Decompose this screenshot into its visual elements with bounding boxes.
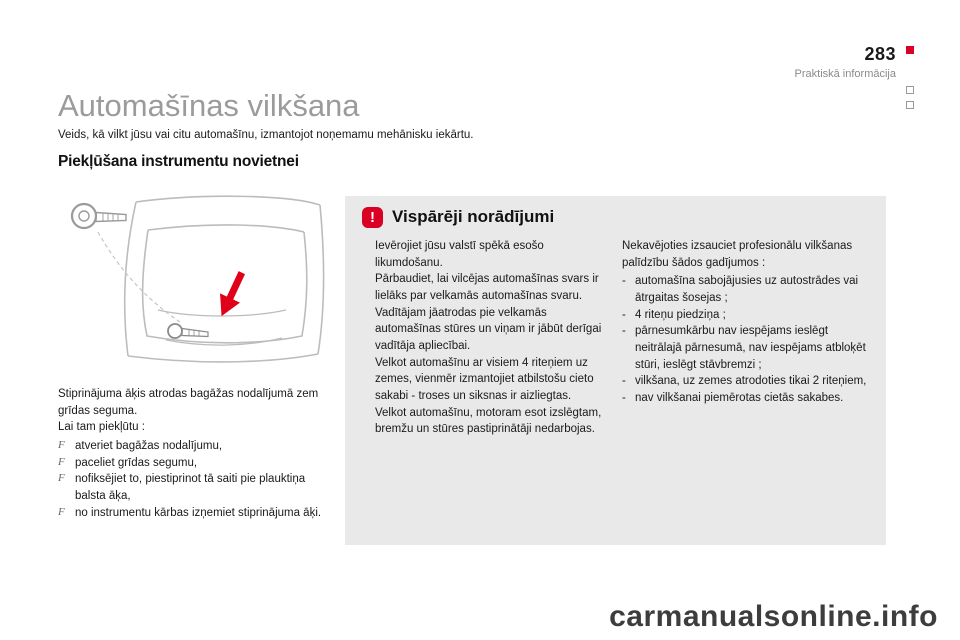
section-marker-filled-icon — [906, 46, 914, 54]
item-text: nav vilkšanai piemērotas cietās sakabes. — [635, 392, 844, 405]
item-text: automašīna sabojājusies uz autostrādes vai ātrgaitas šosejas ; — [635, 275, 859, 305]
arrow-bullet-icon: F — [58, 439, 65, 452]
red-arrow-icon — [212, 268, 252, 321]
step-text: atveriet bagāžas nodalījumu, — [75, 440, 223, 453]
trunk-illustration — [58, 190, 330, 372]
list-item — [622, 323, 874, 373]
note-paragraph: Pārbaudiet, lai vilcējas automašīnas svars ir lielāks par velkamās automašīnas svaru. — [375, 273, 599, 303]
access-intro-2: Lai tam piekļūtu : — [58, 421, 145, 434]
general-notes-heading: Vispārēji norādījumi — [392, 207, 555, 226]
warning-icon: ! — [362, 207, 383, 228]
section-marker-empty-icon — [906, 101, 914, 109]
list-item — [58, 455, 336, 472]
section-label: Praktiskā informācija — [794, 68, 896, 80]
general-notes-box — [345, 196, 886, 545]
note-paragraph: Velkot automašīnu ar visiem 4 riteņiem uz zemes, vienmēr izmantojiet atbilstošu cieto sakabi - troses un siksnas ir aizliegtas. — [375, 356, 594, 403]
step-list — [58, 438, 336, 521]
page-number: 283 — [864, 44, 896, 64]
list-item — [58, 438, 336, 455]
dash-bullet: - — [622, 325, 626, 338]
general-notes-right-column — [622, 238, 874, 407]
arrow-bullet-icon: F — [58, 472, 65, 485]
list-item — [58, 471, 336, 504]
list-item — [622, 373, 874, 390]
page-title: Automašīnas vilkšana — [58, 88, 360, 123]
dash-bullet: - — [622, 275, 626, 288]
page-subtitle: Veids, kā vilkt jūsu vai citu automašīnu, izmantojot noņemamu mehānisku iekārtu. — [58, 129, 474, 141]
section-marker-empty-icon — [906, 86, 914, 94]
note-paragraph: Ievērojiet jūsu valstī spēkā esošo likumdošanu. — [375, 240, 544, 269]
access-intro: Stiprinājuma āķis atrodas bagāžas nodalījumā zem grīdas seguma. — [58, 388, 319, 417]
dash-bullet: - — [622, 308, 626, 321]
arrow-bullet-icon: F — [58, 455, 65, 468]
arrow-bullet-icon: F — [58, 505, 65, 518]
list-item — [58, 505, 336, 522]
list-item — [622, 307, 874, 324]
dash-bullet: - — [622, 375, 626, 388]
access-instructions — [58, 386, 336, 521]
note-paragraph: Vadītājam jāatrodas pie velkamās automašīnas stūres un viņam ir jābūt derīgai vadītāja apliecībai. — [375, 306, 602, 353]
trunk-drawing — [58, 190, 330, 372]
page-corner — [795, 44, 896, 80]
step-text: no instrumentu kārbas izņemiet stiprinājuma āķi. — [75, 506, 322, 519]
list-item — [622, 273, 874, 306]
general-notes-left-column — [375, 238, 603, 438]
step-text: nofiksējiet to, piestiprinot tā saiti pie plauktiņa balsta āķa, — [75, 473, 306, 503]
dash-bullet: - — [622, 392, 626, 405]
item-text: 4 riteņu piedziņa ; — [635, 308, 726, 321]
note-paragraph: Velkot automašīnu, motoram esot izslēgtam, bremžu un stūres pastiprinātāji nedarbojas. — [375, 406, 602, 436]
section-heading: Piekļūšana instrumentu novietnei — [58, 153, 299, 170]
watermark-text: carmanualsonline.info — [609, 600, 938, 633]
list-item — [622, 390, 874, 407]
item-text: pārnesumkārbu nav iespējams ieslēgt neitrālajā pārnesumā, nav iespējams atbloķēt stūri, ieslēgt stāvbremzi ; — [635, 325, 866, 371]
emergency-intro: Nekavējoties izsauciet profesionālu vilkšanas palīdzību šādos gadījumos : — [622, 240, 853, 269]
step-text: paceliet grīdas segumu, — [75, 456, 198, 469]
item-text: vilkšana, uz zemes atrodoties tikai 2 riteņiem, — [635, 375, 867, 388]
